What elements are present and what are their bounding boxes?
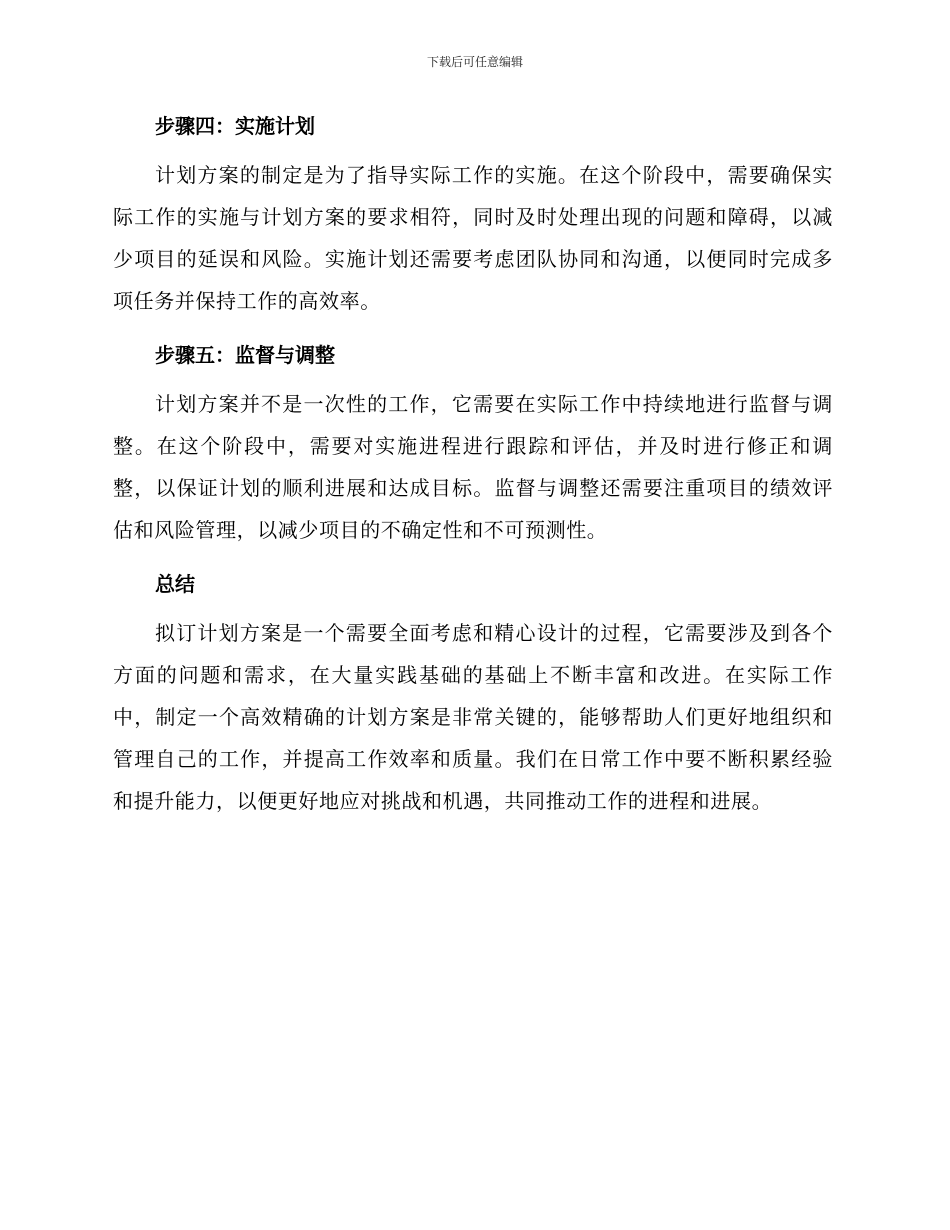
page-header: 下载后可任意编辑 [426,55,523,69]
section-heading: 步骤五：监督与调整 [155,343,335,367]
section-heading: 步骤四：实施计划 [155,114,315,138]
section-paragraph: 计划方案的制定是为了指导实际工作的实施。在这个阶段中，需要确保实际工作的实施与计划方案的要求相符，同时及时处理出现的问题和障碍，以减少项目的延误和风险。实施计划还需要考虑团队协同和沟通，以便同时完成多项任务并保持工作的高效率。 [113,163,833,313]
section-step-four [113,110,833,322]
section-paragraph: 拟订计划方案是一个需要全面考虑和精心设计的过程，它需要涉及到各个方面的问题和需求，在大量实践基础的基础上不断丰富和改进。在实际工作中，制定一个高效精确的计划方案是非常关键的，能够帮助人们更好地组织和管理自己的工作，并提高工作效率和质量。我们在日常工作中要不断积累经验和提升能力，以便更好地应对挑战和机遇，共同推动工作的进程和进展。 [113,621,833,813]
section-summary [113,568,833,822]
document-body [113,110,833,822]
section-paragraph: 计划方案并不是一次性的工作，它需要在实际工作中持续地进行监督与调整。在这个阶段中，需要对实施进程进行跟踪和评估，并及时进行修正和调整，以保证计划的顺利进展和达成目标。监督与调整还需要注重项目的绩效评估和风险管理，以减少项目的不确定性和不可预测性。 [113,392,833,542]
section-heading: 总结 [155,572,195,596]
section-step-five [113,339,833,551]
